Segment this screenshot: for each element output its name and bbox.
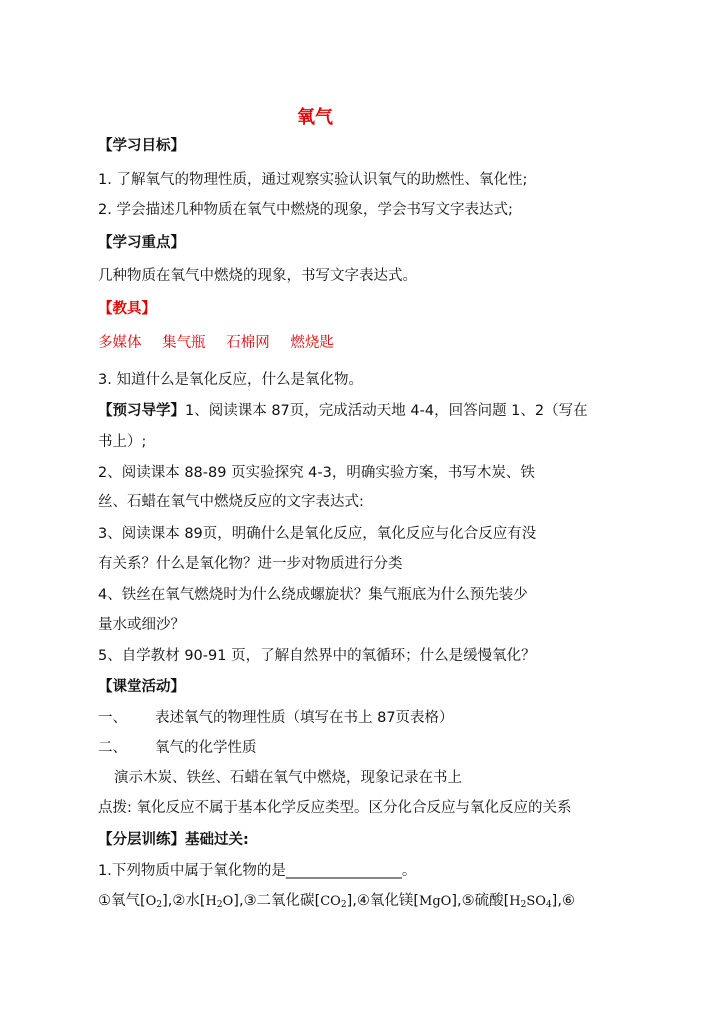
goal-1: 1. 了解氧气的物理性质，通过观察实验认识氧气的助燃性、氧化性;	[98, 172, 528, 188]
activity-2	[98, 738, 257, 758]
preview-1-cont: 书上）;	[98, 434, 147, 450]
tool-item: 燃烧匙	[290, 335, 334, 351]
tool-item: 石棉网	[226, 335, 270, 351]
preview-1-text: 1、阅读课本 87页，完成活动天地 4-4，回答问题 1、2（写在	[185, 403, 588, 419]
preview-1	[98, 401, 588, 421]
activity-2-number: 二、	[98, 740, 127, 756]
goal-3: 3. 知道什么是氧化反应，什么是氧化物。	[98, 372, 363, 388]
activity-heading: 【课堂活动】	[98, 679, 185, 695]
tools-heading: 【教具】	[98, 301, 156, 317]
option-6-marker: ⑥	[561, 893, 575, 909]
preview-3: 3、阅读课本 89页，明确什么是氧化反应，氧化反应与化合反应有没	[98, 526, 537, 542]
preview-2: 2、阅读课本 88-89 页实验探究 4-3，明确实验方案，书写木炭、铁	[98, 465, 535, 481]
option-oxygen: ①氧气$[O_2]$	[98, 893, 168, 910]
option-carbon-dioxide: ③二氧化碳$[CO_2]$	[243, 893, 353, 910]
activity-1-number: 一、	[98, 710, 127, 726]
option-magnesium-oxide: ④氧化镁[MgO]	[356, 893, 457, 909]
page-title: 氧气	[297, 107, 333, 128]
preview-2-cont: 丝、石蜡在氧气中燃烧反应的文字表达式:	[98, 494, 364, 510]
preview-4-cont: 量水或细沙？	[98, 617, 185, 633]
focus-heading: 【学习重点】	[98, 235, 185, 251]
activity-2-text: 氧气的化学性质	[155, 740, 257, 756]
question-1: 1.下列物质中属于氧化物的是________________。	[98, 863, 417, 879]
preview-5: 5、自学教材 90-91 页，了解自然界中的氧循环；什么是缓慢氧化？	[98, 648, 536, 664]
tool-item: 集气瓶	[162, 335, 206, 351]
preview-4: 4、铁丝在氧气燃烧时为什么绕成螺旋状？集气瓶底为什么预先装少	[98, 587, 528, 603]
option-sulfuric-acid: ⑤硫酸$[H_2SO_4]$	[461, 893, 558, 910]
preview-heading: 【预习导学】	[98, 403, 185, 419]
option-water: ②水$[H_2O]$	[172, 893, 239, 910]
activity-1-text: 表述氧气的物理性质（填写在书上 87页表格）	[155, 710, 454, 726]
activity-1	[98, 708, 454, 728]
preview-3-cont: 有关系？什么是氧化物？进一步对物质进行分类	[98, 556, 403, 572]
training-heading: 【分层训练】基础过关:	[98, 832, 249, 848]
focus-text: 几种物质在氧气中燃烧的现象，书写文字表达式。	[98, 268, 417, 284]
tools-list	[98, 333, 350, 353]
tool-item: 多媒体	[98, 335, 142, 351]
tip-text: 点拨: 氧化反应不属于基本化学反应类型。区分化合反应与氧化反应的关系	[98, 800, 572, 816]
question-1-options: ①氧气$[O_2],②$水$[H_2O],③$二氧化碳$[CO_2],④$氧化镁[MgO],⑤硫酸$[H_2SO_4],⑥$	[98, 893, 575, 910]
goals-heading: 【学习目标】	[98, 138, 185, 154]
demo-text: 演示木炭、铁丝、石蜡在氧气中燃烧，现象记录在书上	[114, 770, 462, 786]
goal-2: 2. 学会描述几种物质在氧气中燃烧的现象，学会书写文字表达式;	[98, 202, 513, 218]
